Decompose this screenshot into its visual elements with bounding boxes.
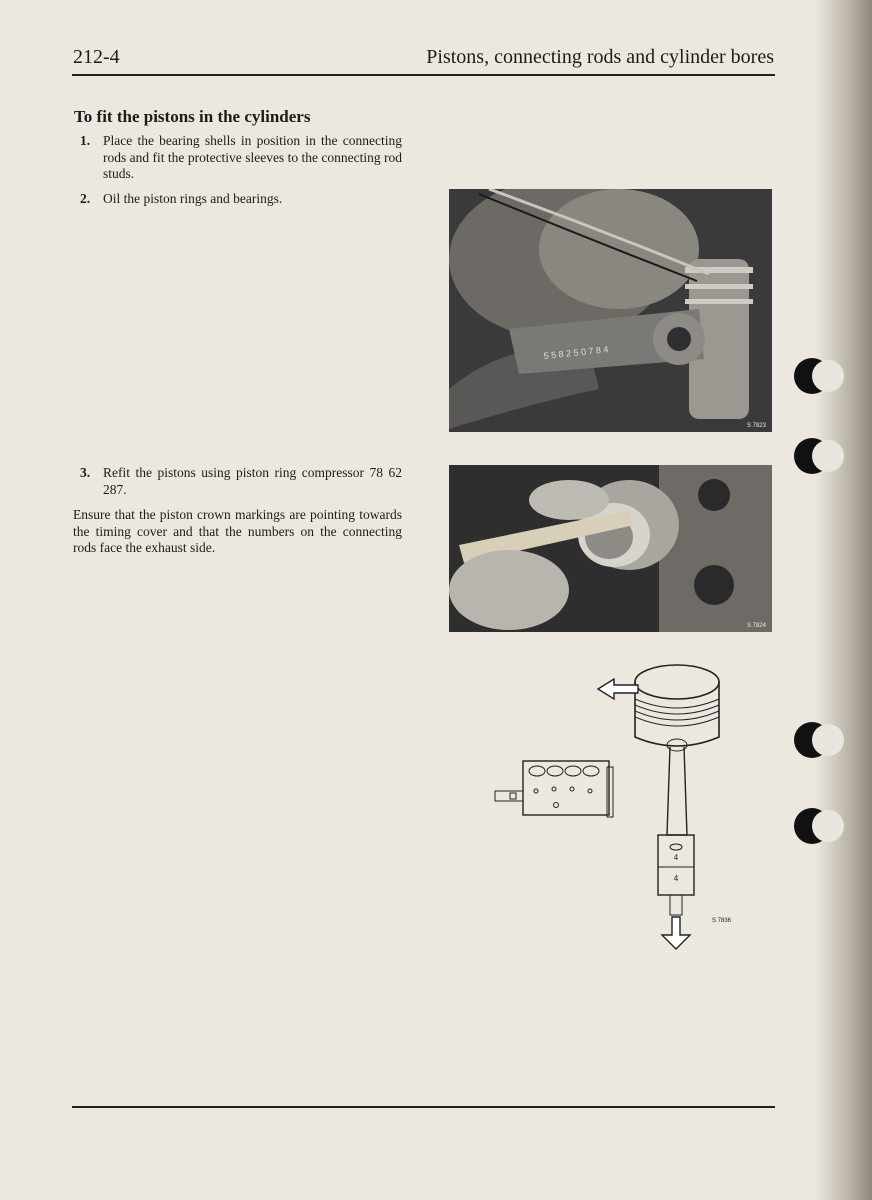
arrow-down-icon <box>662 917 690 949</box>
binder-hole <box>794 358 830 394</box>
crown-marking-note: Ensure that the piston crown markings are pointing towards the timing cover and that the numbers on the connecting rods face the exhaust side. <box>73 507 402 555</box>
photo-piston-rings-art <box>449 189 772 432</box>
step-number: 3. <box>80 465 91 480</box>
step-number: 2. <box>80 191 91 206</box>
engine-block-schematic <box>495 761 613 817</box>
figure-code: S 7824 <box>746 623 766 629</box>
footer-rule <box>72 1106 775 1108</box>
svg-text:4: 4 <box>673 874 679 883</box>
photo-ring-compressor-art <box>449 465 772 632</box>
binder-hole <box>794 438 830 474</box>
section-title: To fit the pistons in the cylinders <box>74 107 311 126</box>
photo-ring-compressor <box>449 465 772 632</box>
page-number: 212-4 <box>73 46 120 68</box>
figure-code: S 7823 <box>746 423 766 429</box>
step-number: 1. <box>80 133 91 148</box>
step-text: Place the bearing shells in position in the connecting rods and fit the protective sleeves to the connecting rod studs. <box>103 133 402 181</box>
binder-hole <box>794 808 830 844</box>
svg-text:4: 4 <box>673 853 679 862</box>
binder-hole <box>794 722 830 758</box>
step-2 <box>74 191 402 208</box>
page-edge-shadow <box>816 0 872 1200</box>
photo-piston-rings <box>449 189 772 432</box>
step-3 <box>74 465 402 498</box>
step-text: Refit the pistons using piston ring compressor 78 62 287. <box>103 465 402 497</box>
piston-schematic <box>635 665 719 915</box>
svg-text:5 5 8 2 5 0 7 8 4: 5 5 8 2 5 0 7 8 4 <box>543 344 609 361</box>
piston-orientation-diagram <box>490 655 750 955</box>
arrow-left-icon <box>598 679 638 699</box>
step-1 <box>74 133 402 183</box>
figure-code: S 7836 <box>712 918 732 924</box>
step-text: Oil the piston rings and bearings. <box>103 191 283 206</box>
chapter-title: Pistons, connecting rods and cylinder bores <box>426 46 774 68</box>
header-rule <box>72 74 775 76</box>
